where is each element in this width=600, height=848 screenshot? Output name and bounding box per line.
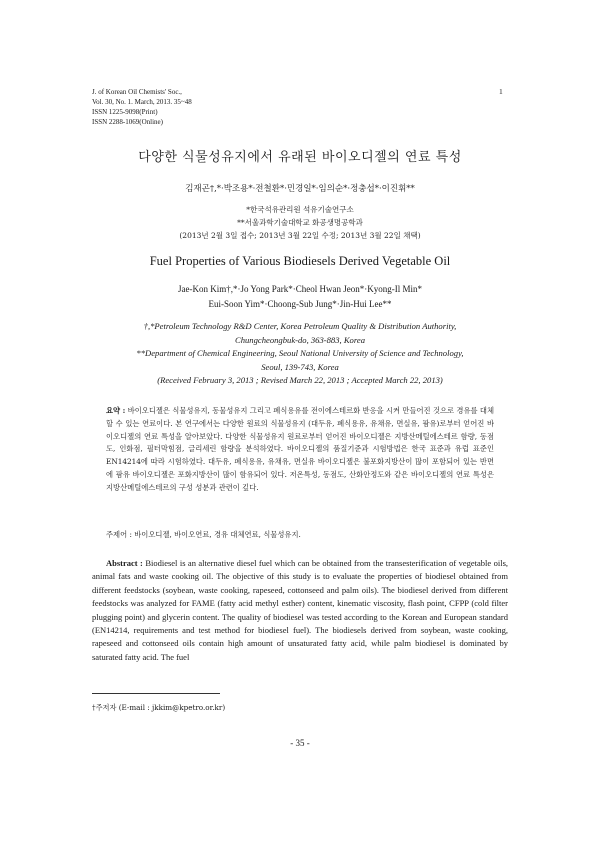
journal-line: ISSN 2288-1069(Online) xyxy=(92,118,163,126)
footnote-divider xyxy=(92,693,220,694)
affiliation-line: Chungcheongbuk-do, 363-883, Korea xyxy=(234,334,365,345)
page-mark: 1 xyxy=(499,87,503,96)
affiliation-line: *한국석유관리원 석유기술연구소 xyxy=(246,205,354,214)
korean-title: 다양한 식물성유지에서 유래된 바이오디젤의 연료 특성 xyxy=(138,150,462,165)
korean-authors: 김재곤†,*·박조용*·전철환*·민경일*·임의순*·정충섭*·이진휘** xyxy=(185,184,415,194)
english-affiliations xyxy=(0,320,600,388)
author-line: Eui-Soon Yim*·Choong-Sub Jung*·Jin-Hui Lee** xyxy=(208,299,392,309)
affiliation-line: **서울과학기술대학교 화공생명공학과 xyxy=(237,218,363,227)
english-abstract-text: Biodiesel is an alternative diesel fuel which can be obtained from the transesterification of vegetable oils, animal fats and waste cooking oil. The objective of this study is to evaluate the properties of biodiesel obtained from different feedstocks (soybean, waste cooking, rapeseed, cottonseed and palm oils). The biodiesel derived from different feedstocks was analyzed for FAME (fatty acid methyl esther) content, kinematic viscosity, flash point, CFPP (cold filter plugging point) and glycerin content. The quality of biodiesel was tested according to the Korean and European standard (EN14214, requirements and test method for biodiesel fuel). The biodiesels derived from soybean, waste cooking, rapeseed and cottonseed oils contain high amount of unsaturated fatty acid, while palm biodiesel is dominated by saturated fatty acid. The fuel xyxy=(92,558,509,662)
korean-abstract-label: 요약 : xyxy=(106,406,126,415)
received-dates-ko: (2013년 2월 3일 접수; 2013년 3월 22일 수정; 2013년 3월 22일 채택) xyxy=(179,231,421,240)
page-number: - 35 - xyxy=(290,738,310,748)
korean-abstract xyxy=(106,405,494,495)
author-line: Jae-Kon Kim†,*·Jo Yong Park*·Cheol Hwan Jeon*·Kyong-Il Min* xyxy=(178,284,422,294)
journal-line: Vol. 30, No. 1. March, 2013. 35~48 xyxy=(92,98,192,106)
footnote: †주저자 (E-mail : jkkim@kpetro.or.kr) xyxy=(92,703,226,712)
korean-keywords: 주제어 : 바이오디젤, 바이오연료, 경유 대체연료, 식물성유지. xyxy=(106,530,301,539)
english-abstract xyxy=(92,557,508,664)
korean-affiliations xyxy=(0,203,600,242)
english-authors xyxy=(0,282,600,312)
journal-line: J. of Korean Oil Chemists' Soc., xyxy=(92,88,182,96)
journal-header xyxy=(92,87,192,127)
received-dates-en: (Received February 3, 2013 ; Revised March 22, 2013 ; Accepted March 22, 2013) xyxy=(157,375,443,385)
english-abstract-label: Abstract : xyxy=(106,558,143,568)
korean-abstract-text: 바이오디젤은 식물성유지, 동물성유지 그리고 폐식용유를 전이에스테르화 반응을 시켜 만들어진 것으로 경유를 대체할 수 있는 연료이다. 본 연구에서는 다양한 원료의 식물성유지 (대두유, 폐식용유, 유채유, 면실유, 팜유)로부터 얻어진 바이오디젤의 연료 특성을 알아보았다. 다양한 식물성유지 원료로부터 얻어진 바이오디젤은 지방산메틸에스테르 함량, 동점도, 인화점, 필터막힘점, 글리세린 함량을 분석하였다. 바이오디젤의 품질기준과 시험방법은 한국 표준과 유럽 표준인 EN14214에 따라 시험하였다. 대두유, 폐식용유, 유채유, 면실유 바이오디젤은 불포화지방산이 많이 포함되어 있는 반면에 팜유 바이오디젤은 포화지방산이 많이 함유되어 있다. 저온특성, 동점도, 산화안정도와 같은 바이오디젤의 연료 특성은 지방산메틸에스테르의 구성 성분과 관련이 깊다. xyxy=(106,406,494,492)
affiliation-line: †,*Petroleum Technology R&D Center, Korea Petroleum Quality & Distribution Authority, xyxy=(143,321,457,331)
affiliation-line: Seoul, 139-743, Korea xyxy=(261,361,339,372)
english-title: Fuel Properties of Various Biodiesels Derived Vegetable Oil xyxy=(149,254,451,268)
affiliation-line: **Department of Chemical Engineering, Seoul National University of Science and Technology, xyxy=(136,348,464,358)
journal-line: ISSN 1225-9098(Print) xyxy=(92,108,158,116)
